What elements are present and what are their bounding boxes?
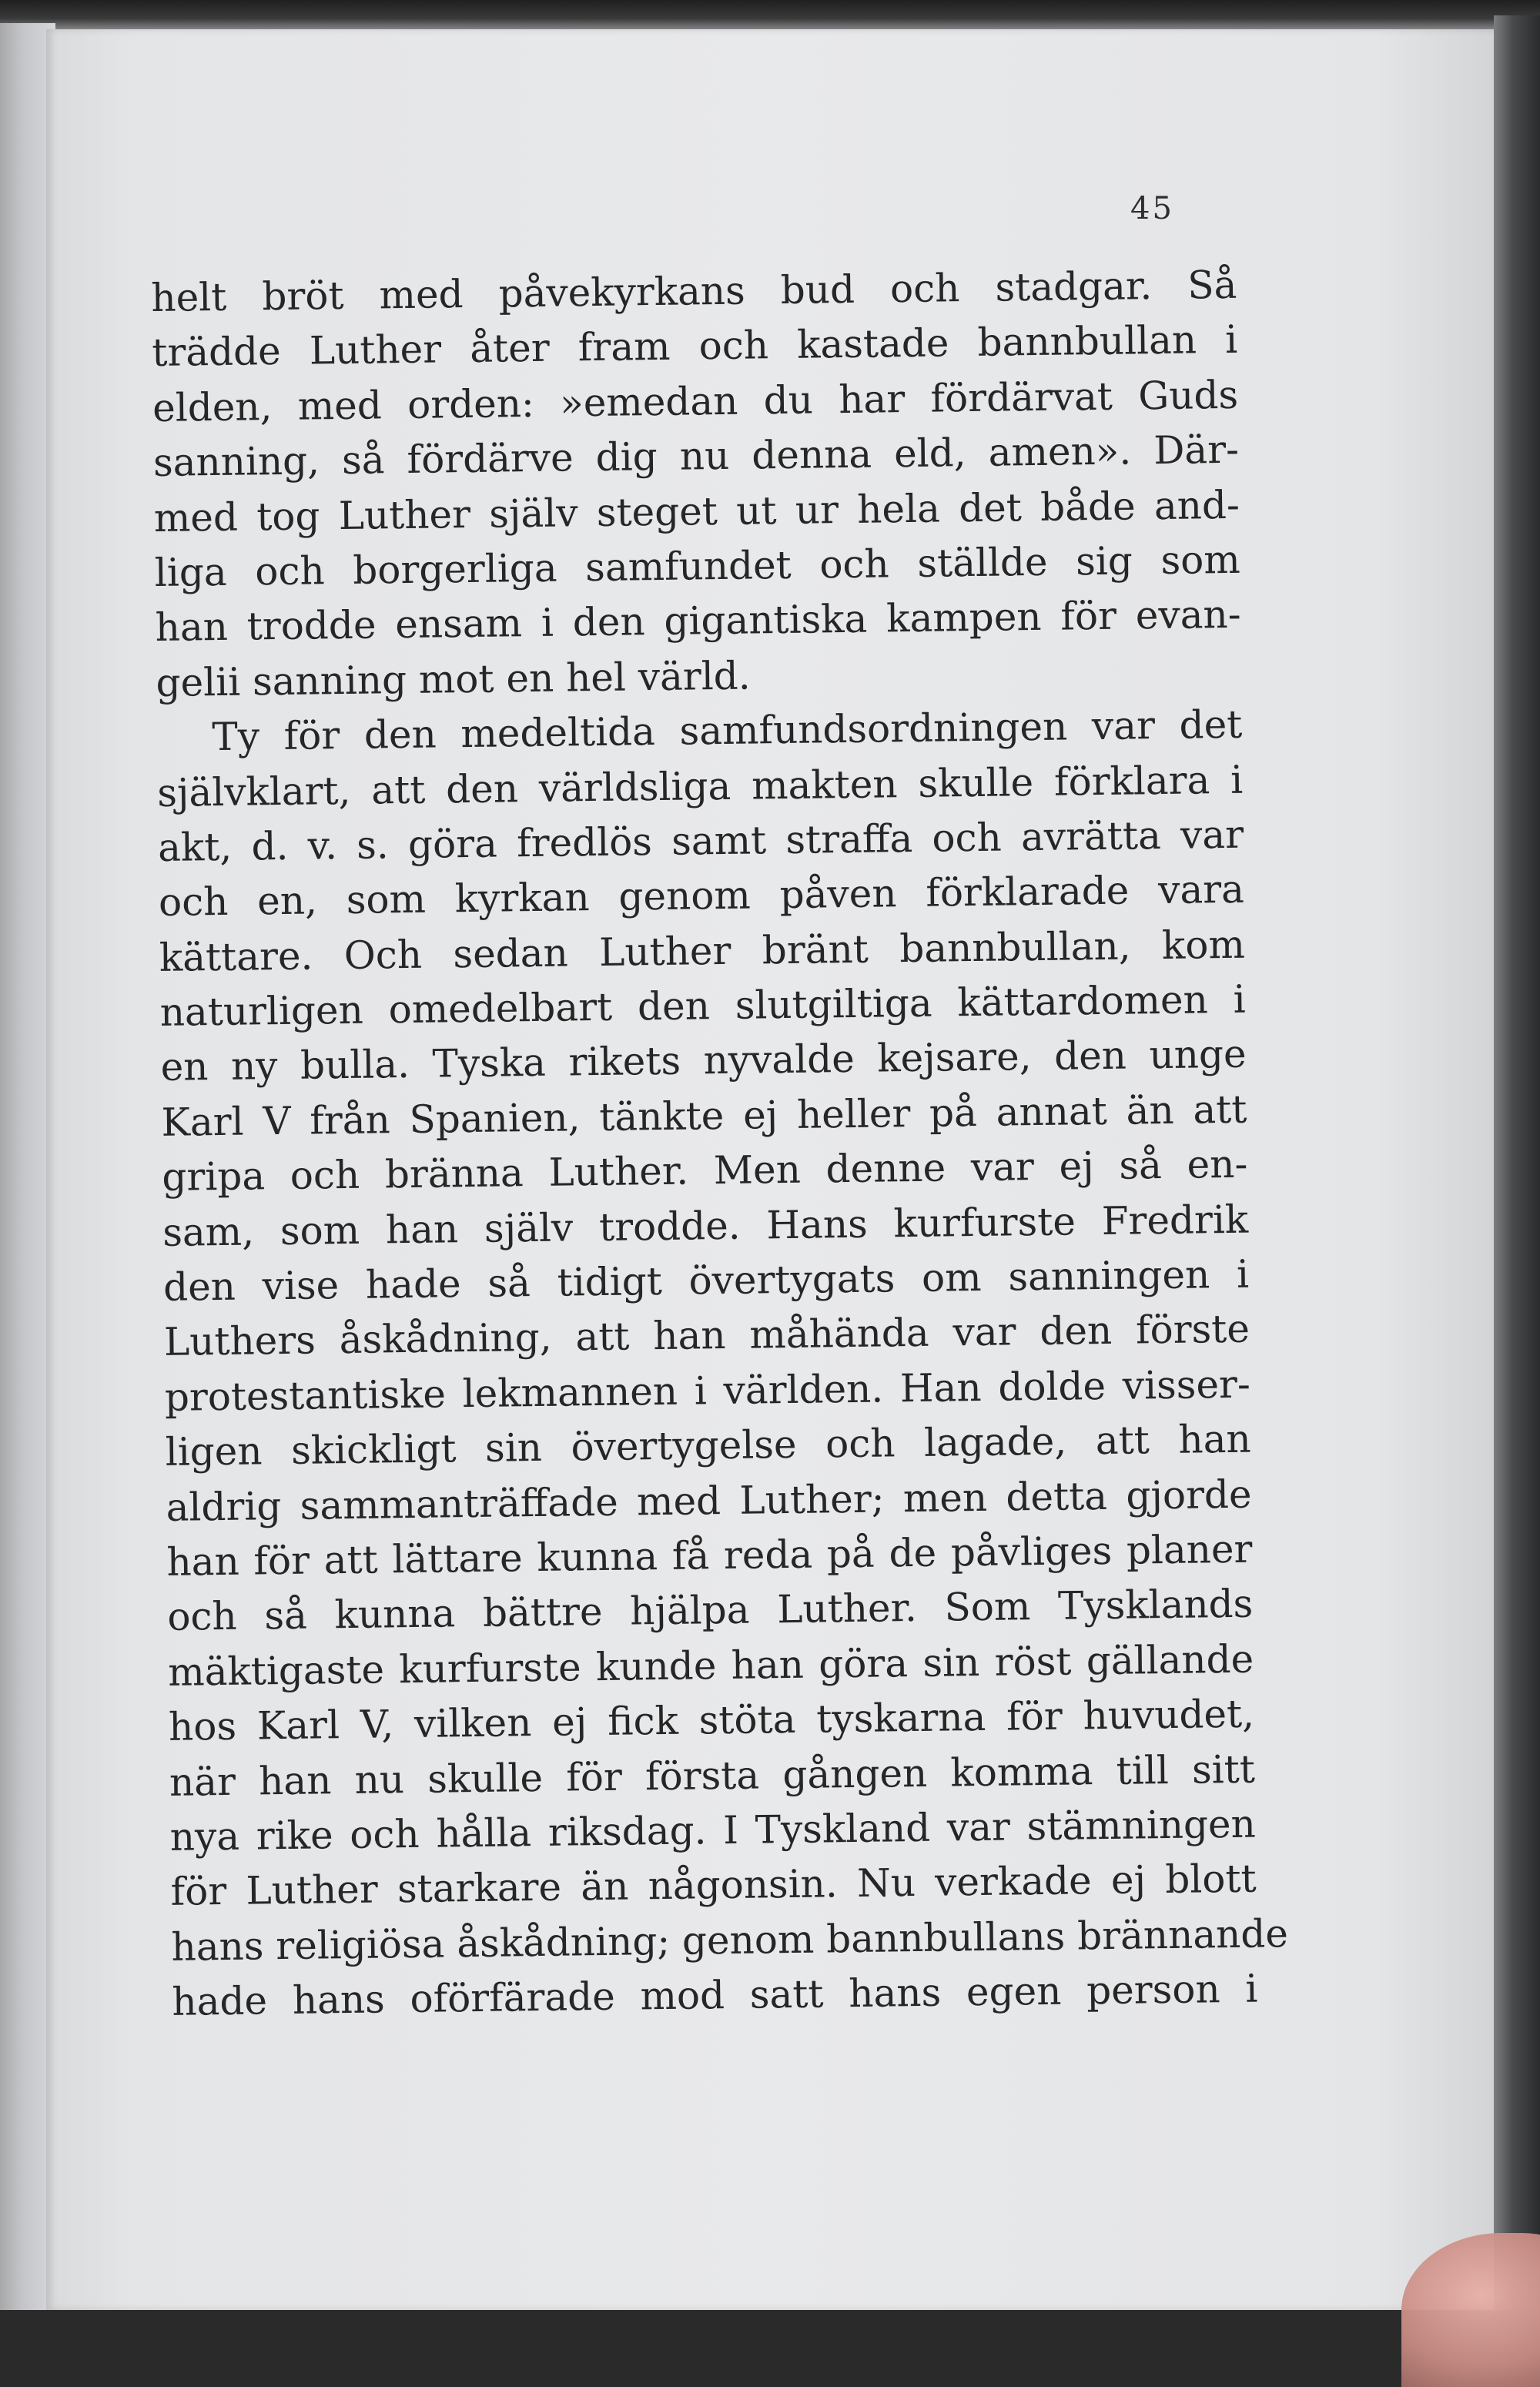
text-line: ligen skickligt sin övertygelse och lagade, att han: [165, 1416, 1251, 1475]
text-line: sanning, så fördärve dig nu denna eld, amen». Där-: [152, 427, 1240, 486]
text-line: när han nu skulle för första gången komma till sitt: [169, 1746, 1256, 1805]
text-line: gripa och bränna Luther. Men denne var ej så en-: [162, 1141, 1248, 1200]
text-line: Luthers åskådning, att han måhända var den förste: [163, 1307, 1250, 1365]
text-line: och så kunna bättre hjälpa Luther. Som Tysklands: [167, 1582, 1254, 1640]
text-line: protestantiske lekmannen i världen. Han dolde visser-: [164, 1361, 1251, 1420]
text-line: mäktigaste kurfurste kunde han göra sin röst gällande: [167, 1636, 1254, 1695]
text-line: elden, med orden: »emedan du har fördärvat Guds: [152, 372, 1239, 430]
text-line: gelii sanning mot en hel värld.: [156, 653, 751, 705]
text-line: och en, som kyrkan genom påven förklarade vara: [158, 867, 1245, 926]
book-top-edge: [0, 0, 1540, 31]
text-line: hos Karl V, vilken ej fick stöta tyskarna för huvudet,: [168, 1691, 1255, 1750]
text-line: naturligen omedelbart den slutgiltiga kättardomen i: [159, 976, 1247, 1036]
text-line: akt, d. v. s. göra fredlös samt straffa och avrätta var: [157, 812, 1244, 870]
text-line: han för att lättare kunna få reda på de påvliges planer: [166, 1526, 1253, 1585]
text-line: självklart, att den världsliga makten skulle förklara i: [156, 757, 1244, 815]
page-number: 45: [1130, 191, 1174, 226]
text-line: liga och borgerliga samfundet och ställde sig som: [154, 537, 1241, 595]
text-line: med tog Luther själv steget ut ur hela det både and-: [153, 482, 1240, 541]
text-line: hans religiösa åskådning; genom bannbullans brännande: [171, 1910, 1289, 1970]
text-line: för Luther starkare än någonsin. Nu verkade ej blott: [170, 1856, 1257, 1915]
text-line: sam, som han själv trodde. Hans kurfurste Fredrik: [162, 1197, 1249, 1255]
text-line: helt bröt med påvekyrkans bud och stadgar. Så: [151, 262, 1237, 320]
text-line: hade hans oförfärade mod satt hans egen person i: [172, 1966, 1258, 2024]
body-text: [151, 258, 1289, 2030]
text-line: den vise hade så tidigt övertygats om sanningen i: [162, 1251, 1250, 1310]
book-right-edge: [1494, 15, 1540, 2310]
text-line: aldrig sammanträffade med Luther; men detta gjorde: [166, 1471, 1252, 1530]
text-line: han trodde ensam i den gigantiska kampen för evan-: [155, 592, 1241, 651]
text-line: trädde Luther åter fram och kastade bannbullan i: [151, 317, 1238, 376]
text-line: kättare. Och sedan Luther bränt bannbullan, kom: [159, 922, 1246, 980]
text-line: nya rike och hålla riksdag. I Tyskland var stämningen: [169, 1801, 1257, 1860]
text-line: en ny bulla. Tyska rikets nyvalde kejsare, den unge: [160, 1032, 1247, 1090]
paragraph-start-line: Ty för den medeltida samfundsordningen var det: [212, 701, 1243, 760]
text-line: Karl V från Spanien, tänkte ej heller på annat än att: [161, 1086, 1247, 1145]
